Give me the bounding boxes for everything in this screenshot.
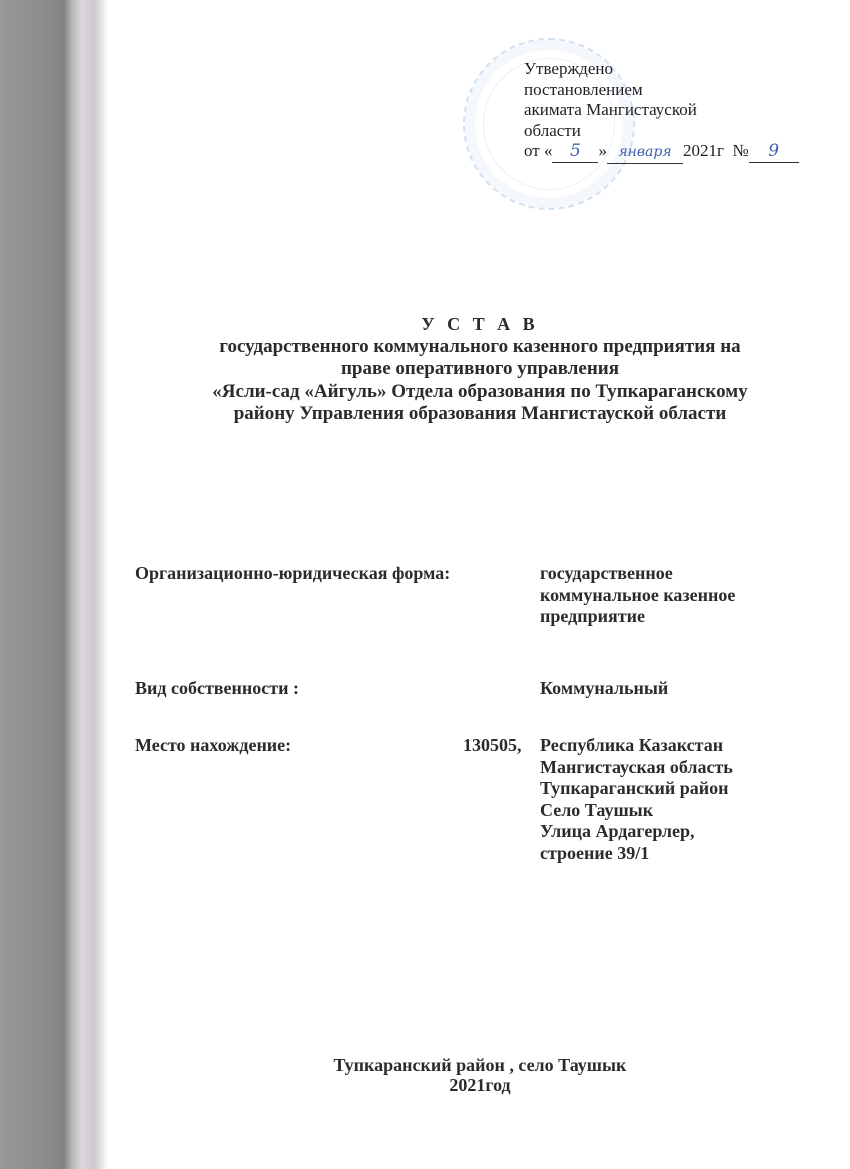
footer-year: 2021год	[449, 1075, 511, 1095]
legal-form-value	[540, 563, 735, 628]
date-mid: »	[598, 141, 607, 160]
address-line: Тупкараганский район	[540, 778, 729, 798]
approval-line: Утверждено	[524, 59, 613, 78]
ownership-label: Вид собственности :	[135, 678, 299, 698]
document-title	[110, 313, 850, 426]
location-postcode: 130505,	[463, 735, 522, 755]
title-line: району Управления образования Мангистауской области	[233, 403, 727, 424]
address-line: Село Таушык	[540, 799, 654, 820]
approval-line: акимата Мангистауской	[524, 100, 697, 119]
title-line: государственного коммунального казенного предприятия на	[219, 335, 741, 357]
approval-block	[524, 59, 799, 164]
address-line: Республика Казакстан	[540, 735, 724, 755]
address-line: Мангистауская область	[540, 756, 733, 777]
handwritten-month: января	[607, 142, 683, 164]
title-line: «Ясли-сад «Айгуль» Отдела образования по Тупкараганскому	[212, 380, 748, 402]
handwritten-day: 5	[552, 141, 598, 163]
number-label: №	[732, 141, 749, 160]
title-heading: У С Т А В	[421, 314, 539, 334]
footer-place: Тупкаранский район , село Таушык	[333, 1055, 627, 1075]
legal-form-label: Организационно-юридическая форма:	[135, 563, 451, 583]
value-line: государственное	[540, 563, 673, 583]
value-line: предприятие	[540, 606, 645, 626]
date-prefix: от «	[524, 141, 553, 160]
value-line: коммунальное казенное	[540, 584, 736, 605]
title-line: праве оперативного управления	[340, 358, 620, 379]
approval-date-line	[524, 141, 799, 164]
handwritten-number: 9	[749, 141, 799, 163]
date-year: 2021г	[682, 141, 724, 160]
approval-line: постановлением	[524, 79, 643, 99]
address-line: строение 39/1	[540, 842, 650, 863]
approval-line: области	[524, 120, 581, 140]
address-line: Улица Ардагерлер,	[540, 821, 695, 841]
location-label: Место нахождение:	[135, 735, 292, 755]
document-footer	[110, 1055, 850, 1095]
scan-edge-shadow	[0, 0, 108, 1169]
location-value	[540, 735, 733, 864]
ownership-value: Коммунальный	[540, 678, 669, 698]
